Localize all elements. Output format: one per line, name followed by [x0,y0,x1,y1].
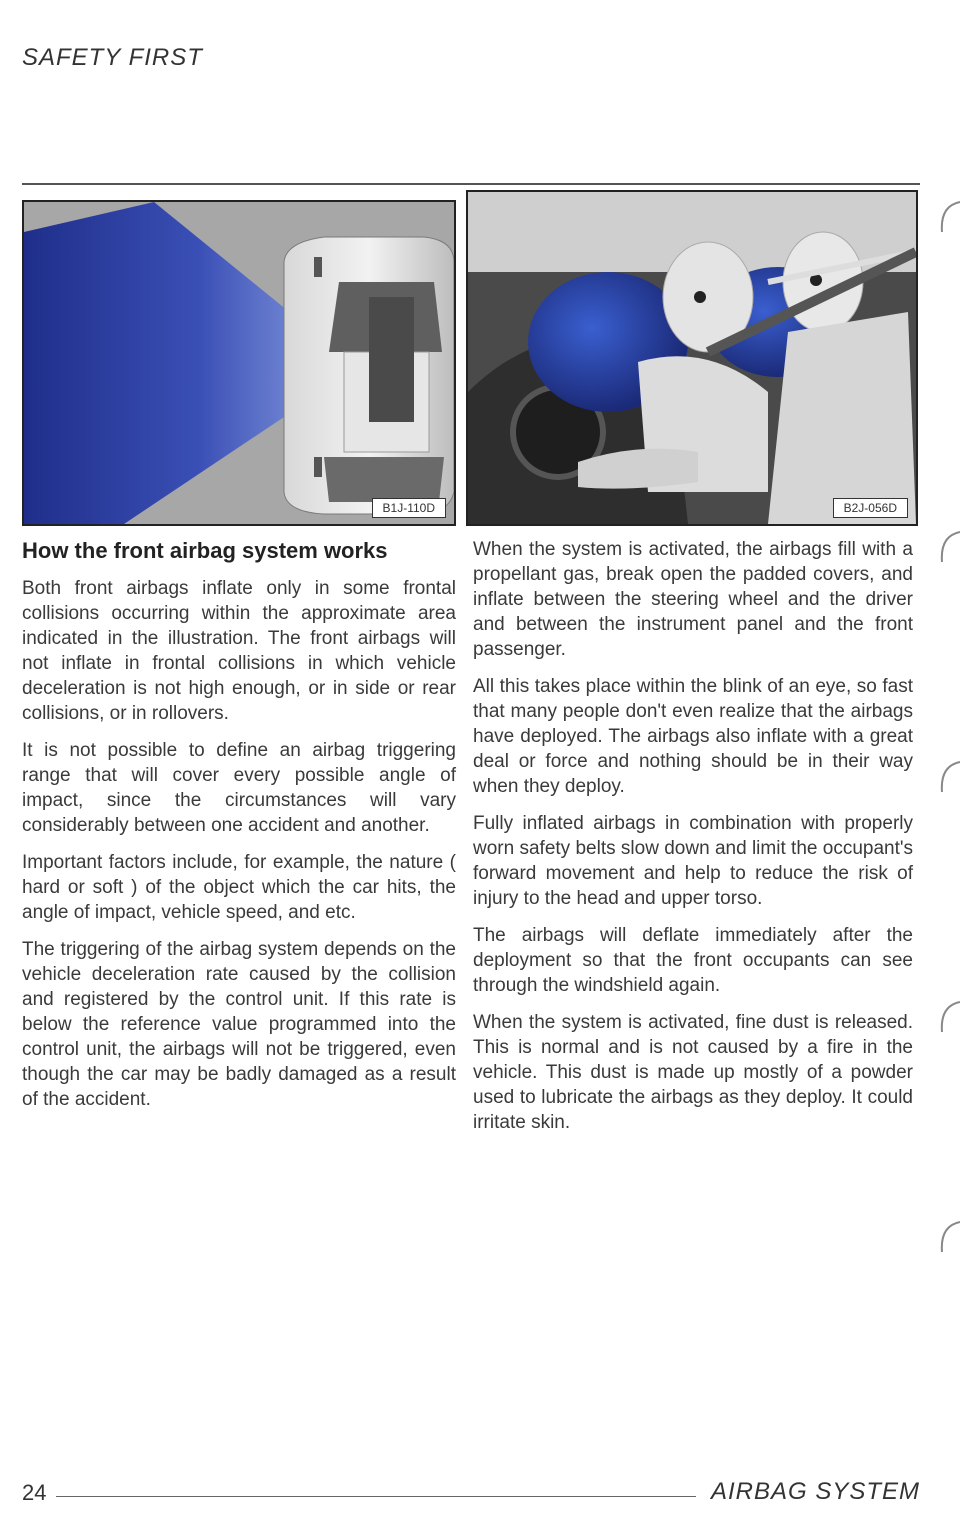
paragraph: Fully inflated airbags in combination with properly worn safety belts slow down and limit the occupant's forward movement and help to reduce the risk of injury to the head and upper torso. [473,813,913,909]
binder-hole-icon [936,760,960,794]
car-top-view-image [24,202,454,524]
section-heading: How the front airbag system works [22,538,388,563]
footer-section-title: AIRBAG SYSTEM [710,1478,920,1505]
paragraph: All this takes place within the blink of an eye, so fast that many people don't even realize that the airbags have deployed. The airbags also inflate with a great deal or force and nothing should be in their way when they deploy. [473,676,913,797]
figure-code-label: B1J-110D [372,498,446,518]
page-header-title: SAFETY FIRST [22,44,203,71]
airbag-deployment-illustration [466,190,918,526]
crash-dummies-image [468,192,916,524]
paragraph: Both front airbags inflate only in some frontal collisions occurring within the approximate area indicated in the illustration. The front airbags will not inflate in frontal collisions in which vehicle deceleration is not high enough, or in side or rear collisions, or in rollovers. [22,578,456,724]
paragraph: Important factors include, for example, the nature ( hard or soft ) of the object which the car hits, the angle of impact, vehicle speed, and etc. [22,852,456,923]
paragraph: It is not possible to define an airbag triggering range that will cover every possible angle of impact, since the circumstances will vary considerably between one accident and another. [22,740,456,836]
figure-code-label: B2J-056D [833,498,908,518]
right-text-column [473,537,913,1147]
page-number: 24 [22,1480,47,1505]
left-text-column [22,532,456,1124]
paragraph: The airbags will deflate immediately after the deployment so that the front occupants can see through the windshield again. [473,925,913,996]
binder-hole-icon [936,1220,960,1254]
paragraph: When the system is activated, the airbags fill with a propellant gas, break open the padded covers, and inflate between the steering wheel and the driver and between the instrument panel and the front passenger. [473,539,913,660]
paragraph: When the system is activated, fine dust is released. This is normal and is not caused by a fire in the vehicle. This dust is made up mostly of a powder used to lubricate the airbags as they deploy. It could irritate skin. [473,1012,913,1133]
header-divider [22,183,920,185]
binder-hole-icon [936,530,960,564]
binder-hole-icon [936,1000,960,1034]
footer-divider [56,1496,696,1497]
paragraph: The triggering of the airbag system depends on the vehicle deceleration rate caused by the collision and registered by the control unit. If this rate is below the reference value programmed into the control unit, the airbags will not be triggered, even though the car may be badly damaged as a result of the accident. [22,939,456,1110]
airbag-zone-illustration [22,200,456,526]
binder-hole-icon [936,200,960,234]
